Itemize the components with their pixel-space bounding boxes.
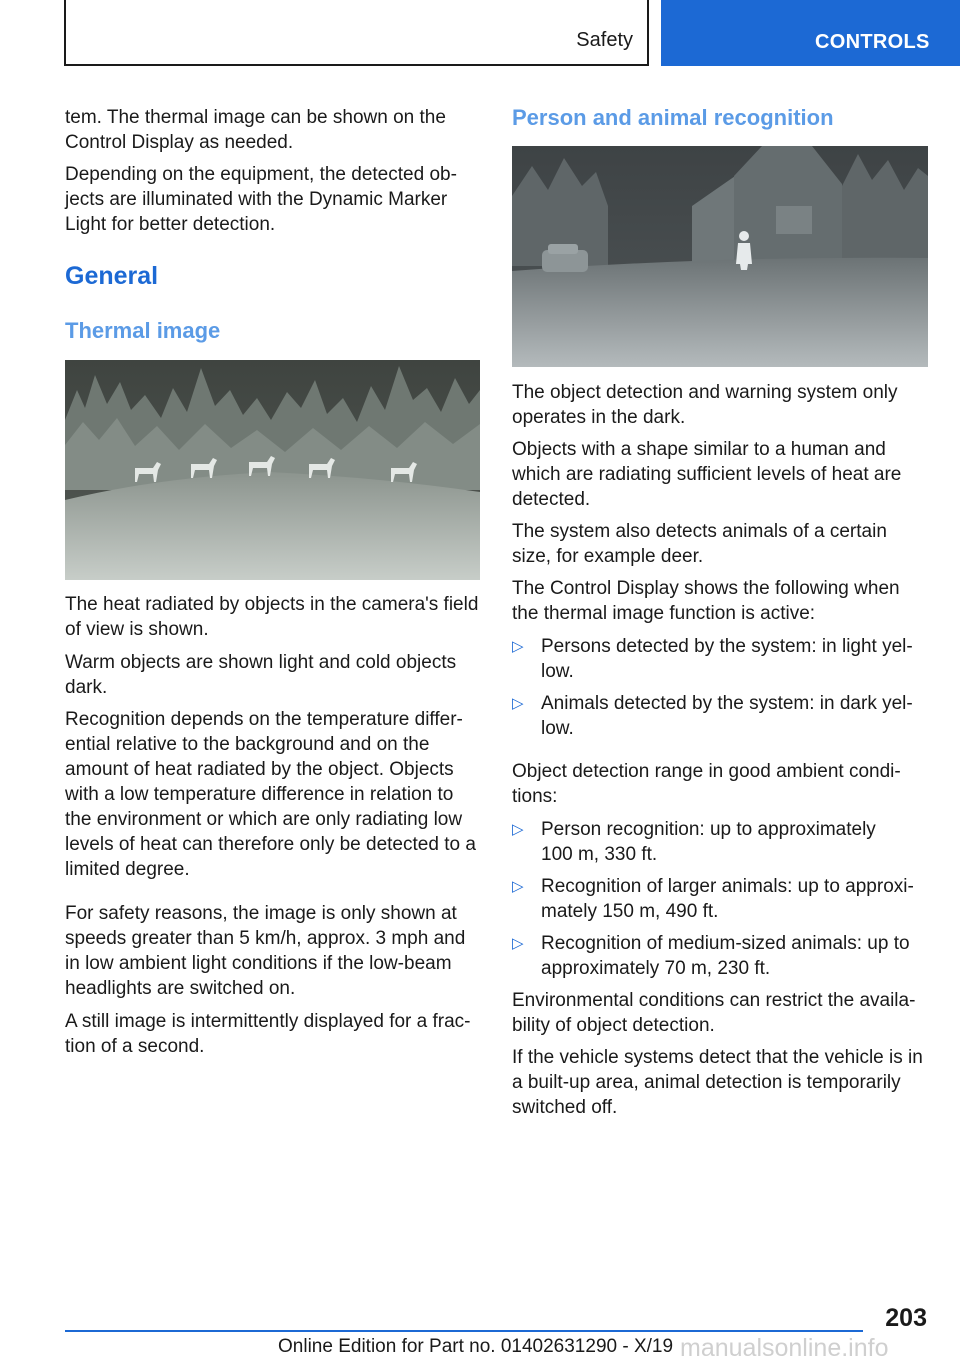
range-paragraph: [512, 759, 901, 809]
safety-paragraph: [65, 901, 465, 1001]
text-line: detected.: [512, 489, 591, 510]
text-line: tion of a second.: [65, 1036, 205, 1057]
text-line: operates in the dark.: [512, 407, 686, 428]
page-number: 203: [885, 1304, 927, 1332]
text-line: Environmental conditions can restrict the availa-: [512, 990, 916, 1011]
text-line: The Control Display shows the following when: [512, 578, 900, 599]
text-line: size, for example deer.: [512, 546, 704, 567]
recognition-paragraph: [65, 707, 476, 882]
text-line: mately 150 m, 490 ft.: [541, 901, 719, 922]
bullet-triangle-icon: ▷: [512, 935, 524, 952]
text-line: switched off.: [512, 1097, 618, 1118]
text-line: ential relative to the background and on the: [65, 734, 430, 755]
text-line: Light for better detection.: [65, 214, 276, 235]
environment-paragraph: [512, 988, 915, 1038]
text-line: bility of object detection.: [512, 1015, 715, 1036]
text-line: of view is shown.: [65, 619, 209, 640]
text-line: Recognition of larger animals: up to approxi-: [541, 876, 914, 897]
animals-paragraph: [512, 519, 887, 569]
text-line: approximately 70 m, 230 ft.: [541, 958, 771, 979]
text-line: Animals detected by the system: in dark yel-: [541, 693, 913, 714]
warm-paragraph: [65, 650, 456, 700]
footer-divider: [65, 1330, 863, 1332]
bullet-triangle-icon: ▷: [512, 878, 524, 895]
shape-paragraph: [512, 437, 901, 512]
text-line: the thermal image function is active:: [512, 603, 816, 624]
text-line: If the vehicle systems detect that the vehicle is in: [512, 1047, 923, 1068]
text-line: limited degree.: [65, 859, 190, 880]
dark-paragraph: [512, 380, 898, 430]
builtup-paragraph: [512, 1045, 923, 1120]
text-line: headlights are switched on.: [65, 978, 296, 999]
intro-paragraph: [65, 105, 446, 155]
footer-edition: Online Edition for Part no. 01402631290 - X/19: [278, 1336, 674, 1357]
text-line: Depending on the equipment, the detected ob-: [65, 164, 457, 185]
text-line: Warm objects are shown light and cold objects: [65, 652, 457, 673]
text-line: low.: [541, 718, 574, 739]
text-line: Control Display as needed.: [65, 132, 294, 153]
text-line: The system also detects animals of a certain: [512, 521, 887, 542]
text-line: Object detection range in good ambient condi-: [512, 761, 901, 782]
person-recognition-figure: [512, 146, 928, 367]
heading-thermal-image: Thermal image: [65, 318, 221, 343]
heat-paragraph: [65, 592, 478, 642]
thermal-deer-illustration: [65, 360, 480, 580]
heading-person-animal: Person and animal recognition: [512, 105, 834, 130]
text-line: Persons detected by the system: in light yel-: [541, 636, 913, 657]
text-line: For safety reasons, the image is only shown at: [65, 903, 457, 924]
still-image-paragraph: [65, 1009, 471, 1059]
text-line: Objects with a shape similar to a human and: [512, 439, 886, 460]
text-line: The object detection and warning system only: [512, 382, 898, 403]
header-chapter-label: CONTROLS: [815, 31, 930, 53]
text-line: jects are illuminated with the Dynamic Marker: [65, 189, 448, 210]
bullet-triangle-icon: ▷: [512, 695, 524, 712]
text-line: low.: [541, 661, 574, 682]
text-line: dark.: [65, 677, 108, 698]
text-line: a built-up area, animal detection is temporarily: [512, 1072, 901, 1093]
text-line: which are radiating sufficient levels of heat are: [512, 464, 902, 485]
heading-general: General: [65, 262, 159, 290]
text-line: the environment or which are only radiating low: [65, 809, 463, 830]
display-paragraph: [512, 576, 900, 626]
text-line: levels of heat can therefore only be detected to a: [65, 834, 476, 855]
equipment-paragraph: [65, 162, 457, 237]
thermal-image-figure: [65, 360, 480, 580]
text-line: 100 m, 330 ft.: [541, 844, 658, 865]
header-section-box: [64, 0, 649, 66]
text-line: in low ambient light conditions if the low-beam: [65, 953, 452, 974]
thermal-street-illustration: [512, 146, 928, 367]
text-line: The heat radiated by objects in the camera's field: [65, 594, 479, 615]
bullet-triangle-icon: ▷: [512, 821, 524, 838]
header-chapter-tab[interactable]: [661, 0, 960, 66]
text-line: speeds greater than 5 km/h, approx. 3 mph and: [65, 928, 466, 949]
watermark-text: manualsonline.info: [680, 1334, 889, 1362]
text-line: Person recognition: up to approximately: [541, 819, 876, 840]
text-line: tem. The thermal image can be shown on the: [65, 107, 446, 128]
text-line: A still image is intermittently displayed for a frac-: [65, 1011, 471, 1032]
header-section-label: Safety: [576, 29, 633, 51]
text-line: tions:: [512, 786, 558, 807]
text-line: Recognition of medium-sized animals: up to: [541, 933, 910, 954]
text-line: amount of heat radiated by the object. Objects: [65, 759, 454, 780]
text-line: Recognition depends on the temperature differ-: [65, 709, 463, 730]
bullet-triangle-icon: ▷: [512, 638, 524, 655]
text-line: with a low temperature difference in relation to: [65, 784, 454, 805]
